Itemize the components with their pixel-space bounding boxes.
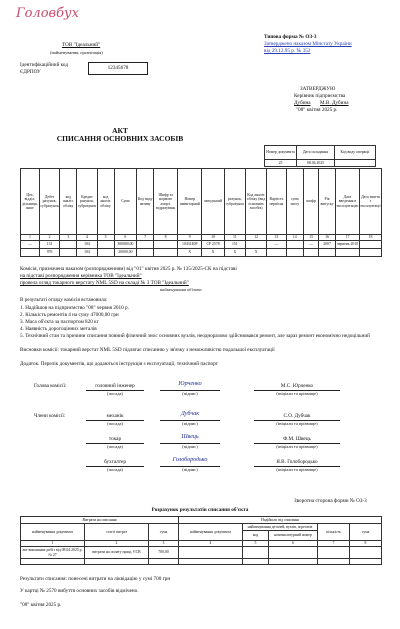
- col-number: 7: [137, 235, 154, 241]
- approved-line-1[interactable]: Затверджено наказом Мінстату України: [264, 41, 352, 47]
- signature: Голобородько: [172, 457, 208, 463]
- col-header: Дата зняття з експлуатації: [359, 169, 381, 235]
- cell: [243, 547, 269, 559]
- cell: [319, 249, 336, 257]
- approve-signer-name: М.В. Дубина: [320, 100, 349, 106]
- results-table: [20, 516, 382, 565]
- cell: [137, 241, 154, 249]
- cell: [359, 249, 381, 257]
- approve-role: Керівник підприємства: [294, 93, 346, 99]
- caption: (підпис): [182, 391, 198, 396]
- col-header: Сума: [114, 169, 137, 235]
- caption: (ініціали та прізвище): [276, 444, 318, 449]
- sig-role: бухгалтер: [104, 459, 126, 465]
- col-number: 17: [335, 235, 359, 241]
- col-header: номенклатурний номер: [269, 531, 318, 541]
- group-header: Витрати на списання: [21, 517, 179, 524]
- back-side-label: Зворотна сторона форми № ОЗ-3: [294, 498, 367, 504]
- cell: [97, 249, 114, 257]
- cell: [97, 241, 114, 249]
- col-number: 1: [21, 235, 40, 241]
- cell: 1043140Р: [178, 241, 202, 249]
- table-row: [21, 547, 382, 559]
- caption: (ініціали та прізвище): [276, 421, 318, 426]
- code-label-2: ЄДРПОУ: [20, 69, 41, 75]
- head-label: Голова комісії:: [34, 383, 67, 389]
- col-header: Рік випуску: [319, 169, 336, 235]
- approved-line-2[interactable]: від 29.12.95 р. № 352: [264, 48, 311, 54]
- col-number: 15: [303, 235, 318, 241]
- finding-item: 4. Наявність дорогоцінних металів: [20, 326, 97, 332]
- sig-role: токар: [108, 436, 122, 442]
- col-header: Кредит рахунок, субрахунок: [77, 169, 97, 235]
- cell: 2007: [319, 241, 336, 249]
- col-header: найменування документа: [21, 524, 85, 541]
- col-header: Код аналіт. обліку (вид основних засобів): [246, 169, 267, 235]
- doc-number-header: Номер документа: [265, 146, 297, 160]
- finding-item: 5. Технічний стан та причини списання повний фізичний знос основних вузлів, неодноразово здійснювався ремонт, але зараз ремонт економічно недоцільний: [20, 333, 370, 339]
- col-number: 9: [178, 235, 202, 241]
- cell: —: [21, 241, 40, 249]
- logo: Головбух: [16, 6, 79, 21]
- cell: [21, 249, 40, 257]
- doc-date-header: Дата складання: [297, 146, 335, 160]
- col-header: найменування деталей, вузлів, агрегатів: [243, 524, 318, 531]
- cell: [350, 547, 382, 559]
- approve-date: "08" квітня 2025 р.: [296, 107, 338, 113]
- col-number: 3: [149, 541, 179, 547]
- caption: (підпис): [182, 467, 198, 472]
- group-header: Надійшло від списання: [179, 517, 382, 524]
- col-number: 4: [77, 235, 97, 241]
- cell: 104: [77, 249, 97, 257]
- caption: (ініціали та прізвище): [276, 467, 318, 472]
- col-header: Дата введення в експлуатацію: [335, 169, 359, 235]
- signature: Швець: [181, 434, 199, 440]
- cell: X: [178, 249, 202, 257]
- findings-intro: В результаті огляду комісія встановила:: [20, 297, 108, 303]
- back-title: Розрахунок результатів списання об'єкта: [151, 507, 249, 513]
- cell: акт виконаних робіт від 08.04.2025 р. № 27: [22, 548, 83, 557]
- finding-item: 3. Маса об'єкта за паспортом 820 кг: [20, 319, 99, 325]
- cell: [335, 249, 359, 257]
- doc-number: 25: [265, 160, 297, 167]
- sig-name: С.О. Дубчак: [283, 413, 311, 419]
- cell: [137, 249, 154, 257]
- table-row: [21, 249, 382, 257]
- sig-role: механік: [106, 413, 124, 419]
- caption: (посада): [107, 444, 123, 449]
- cell: [359, 241, 381, 249]
- sig-role: головний інженер: [95, 383, 135, 389]
- commission-line-1: Комісія, призначена наказом (розпорядженням) від "01" квітня 2025 р. № 135/2025-СК на підставі: [20, 266, 237, 272]
- operation-code: [335, 160, 376, 167]
- caption: (ініціали та прізвище): [276, 391, 318, 396]
- col-number: 18: [359, 235, 381, 241]
- sig-name: М.С. Юрченко: [280, 383, 314, 389]
- col-header: код: [243, 531, 269, 541]
- caption: (посада): [107, 421, 123, 426]
- col-number: 5: [243, 541, 269, 547]
- signature: Дубчак: [180, 411, 200, 417]
- cell: —: [267, 241, 286, 249]
- caption: (підпис): [182, 421, 198, 426]
- cell: [286, 241, 303, 249]
- col-number: 6: [269, 541, 318, 547]
- cell: [303, 249, 318, 257]
- col-header: рахунок, субрахунок: [224, 169, 245, 235]
- edrpou-code: 12345678: [88, 62, 148, 75]
- cell: [60, 249, 77, 257]
- col-header: Вартість первісна: [267, 169, 286, 235]
- col-number: 8: [350, 541, 382, 547]
- col-header: сума: [350, 524, 382, 541]
- cell: 131: [39, 241, 59, 249]
- cell: [179, 547, 243, 559]
- col-number: 2: [85, 541, 149, 547]
- object-caption: найменування об'єкта: [160, 287, 202, 292]
- col-number: 10: [202, 235, 224, 241]
- cell: СР 2578: [202, 241, 224, 249]
- col-header: код аналіт. обліку: [60, 169, 77, 235]
- cell: 20000,00: [114, 249, 137, 257]
- act-title: АКТ: [112, 126, 128, 135]
- table-row: [21, 241, 382, 249]
- cell: 151: [224, 241, 245, 249]
- col-number: 12: [246, 235, 267, 241]
- col-number: 7: [318, 541, 350, 547]
- footer-line-2: У картці № 2570 вибуття основних засобів відмічено.: [20, 588, 139, 594]
- cell: [269, 547, 318, 559]
- cell: 104: [77, 241, 97, 249]
- caption: (посада): [107, 391, 123, 396]
- code-label-1: Ідентифікаційний код: [20, 62, 68, 68]
- caption: (підпис): [182, 444, 198, 449]
- cell: 300000,00: [114, 241, 137, 249]
- cell: [60, 241, 77, 249]
- col-number: 2: [39, 235, 59, 241]
- col-header: Цех, відділ, дільниця, інше: [21, 169, 40, 235]
- commission-conclusion: Висновки комісії: токарний верстат NML 5SD підлягає списанню у зв'язку з неможливістю подальшої експлуатації: [20, 347, 275, 353]
- approve-signature: Дубина: [294, 100, 311, 106]
- act-subtitle: СПИСАННЯ ОСНОВНИХ ЗАСОБІВ: [56, 134, 184, 143]
- members-label: Члени комісії:: [34, 413, 66, 419]
- form-title: Типова форма № ОЗ-3: [264, 34, 317, 40]
- commission-line-3: провела огляд токарного верстату NML 5SD на складі № 3 ТОВ "Ідеальний": [20, 280, 189, 286]
- col-number: 1: [21, 541, 85, 547]
- cell: —: [303, 241, 318, 249]
- approve-title: ЗАТВЕРДЖУЮ: [300, 86, 336, 92]
- cell: [154, 249, 178, 257]
- cell: X: [246, 249, 267, 257]
- col-header: Номер інвентарний: [178, 169, 202, 235]
- sig-name: Ф.М. Швець: [283, 436, 311, 442]
- finding-item: 1. Надійшов на підприємство "08" червня 2010 р.: [20, 305, 129, 311]
- cell: X: [202, 249, 224, 257]
- cell: червень 2010: [335, 241, 359, 249]
- cell: [246, 241, 267, 249]
- cell: [286, 249, 303, 257]
- signature: Юрченко: [178, 381, 202, 387]
- col-header: Дебет рахунок, субрахунок: [39, 169, 59, 235]
- cell: 700,00: [149, 547, 179, 559]
- cell: витрати на оплату праці, ЄСВ: [85, 547, 149, 559]
- col-header: кількість: [318, 524, 350, 541]
- col-number: 13: [267, 235, 286, 241]
- doc-date: 08.04.2025: [297, 160, 335, 167]
- col-number: 3: [60, 235, 77, 241]
- caption: (посада): [107, 467, 123, 472]
- col-header: Шифр за нормою аморт. відрахувань: [154, 169, 178, 235]
- doc-info-table: [264, 145, 376, 167]
- footer-line-1: Результати списання: понесені витрати на ліквідацію у сумі 700 грн: [20, 576, 171, 582]
- col-header: сума: [149, 524, 179, 541]
- col-header: Код виду активу: [137, 169, 154, 235]
- cell: [318, 547, 350, 559]
- col-number: 4: [179, 541, 243, 547]
- finding-item: 2. Кількість ремонтів 4 на суму 47000,00 грн: [20, 312, 119, 318]
- col-header: шифр: [303, 169, 318, 235]
- col-header: сума зносу: [286, 169, 303, 235]
- assets-table: [20, 168, 382, 257]
- footer-date: "08" квітня 2025 р.: [20, 602, 62, 608]
- col-header: найменування документа: [179, 524, 243, 541]
- col-number: 16: [319, 235, 336, 241]
- col-number: 8: [154, 235, 178, 241]
- col-number: 11: [224, 235, 245, 241]
- commission-line-2: на підставі розпорядження керівника ТОВ "Ідеальний": [20, 273, 142, 279]
- attachments-note: Додаток. Перелік документів, що додаються інструкція з експлуатації, технічний паспорт: [20, 361, 218, 367]
- cell: X: [224, 249, 245, 257]
- cell: 976: [39, 249, 59, 257]
- col-header: заводський: [202, 169, 224, 235]
- col-header: код аналіт. обліку: [97, 169, 114, 235]
- operation-code-header: Код виду операції: [335, 146, 376, 160]
- col-number: 6: [114, 235, 137, 241]
- org-name: ТОВ "Ідеальний": [62, 42, 101, 48]
- col-number: 14: [286, 235, 303, 241]
- col-number: 5: [97, 235, 114, 241]
- cell: [267, 249, 286, 257]
- col-header: статті витрат: [85, 524, 149, 541]
- sig-name: Я.В. Голобородько: [276, 459, 318, 465]
- cell: [154, 241, 178, 249]
- org-name-caption: (найменування, організація): [50, 50, 103, 55]
